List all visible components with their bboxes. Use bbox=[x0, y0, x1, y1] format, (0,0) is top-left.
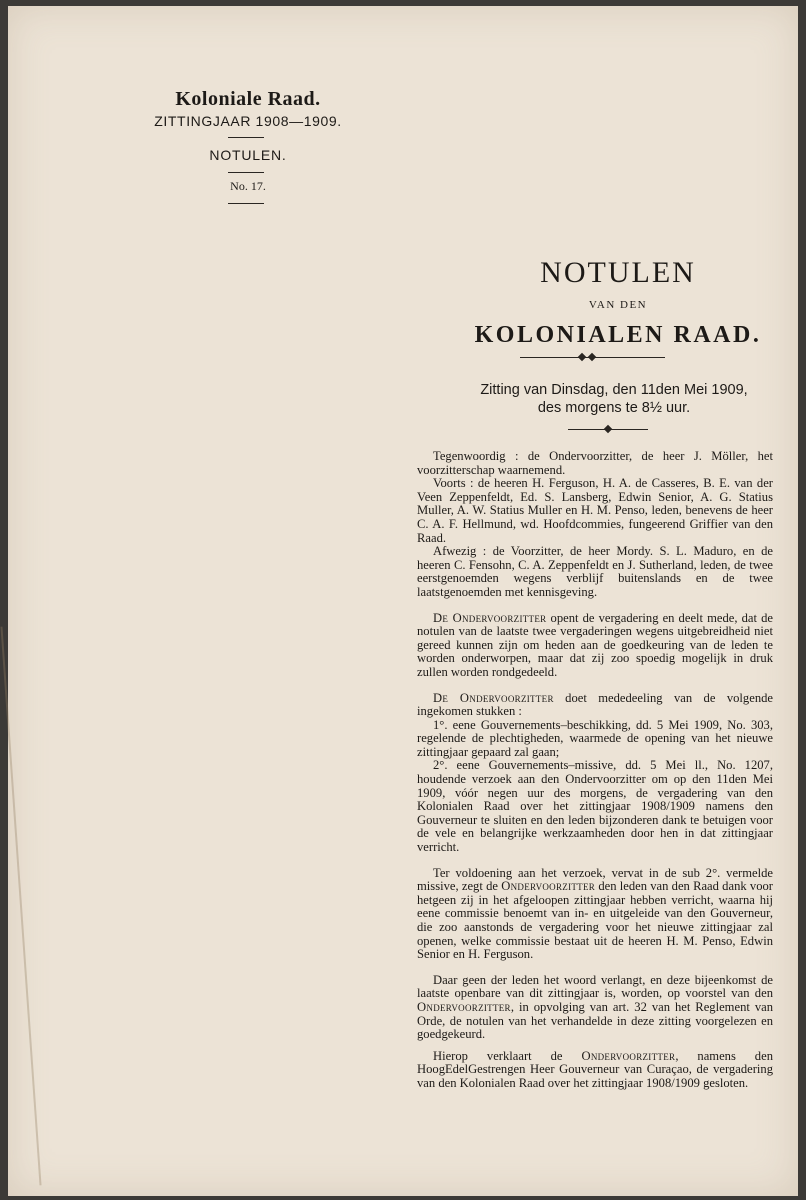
paragraph-approval: Daar geen der leden het woord verlangt, en deze bijeenkomst de laatste openbare van dit zittingjaar is, worden, op voorstel van den Ondervoorzitter, in opvolging van art. 32 van het Reglement van Orde, de notulen van het verhandelde in deze zitting voorgelezen en goedgekeurd. bbox=[417, 972, 773, 1042]
paragraph-commission: Ter voldoening aan het verzoek, vervat in de sub 2°. vermelde missive, zegt de Ondervoorzitter den leden van den Raad dank voor hetgeen zij in het afgeloopen zittingjaar hebben verricht, waarna hij eene commissie benoemt van in- en uitgeleide van den Gouverneur, die zoo aanstonds de vergadering voor het nieuwe zittingjaar zal openen, welke commissie bestaat uit de heeren H. M. Penso, Edwin Senior en H. Ferguson. bbox=[417, 865, 773, 962]
paper-crease bbox=[0, 627, 41, 1186]
header-left bbox=[123, 88, 373, 129]
paragraph-opening: De Ondervoorzitter opent de vergadering en deelt mede, dat de notulen van de laatste twee vergaderingen wegens uitgebreidheid niet gereed kunnen zijn om heden aan de goedkeuring van de leden te worden onderworpen, maar dat zij zoo spoedig mogelijk in druk zullen worden rondgedeeld. bbox=[417, 610, 773, 679]
issue-number: No. 17. bbox=[230, 179, 266, 193]
paragraph-closing: Hierop verklaart de Ondervoorzitter, namens den HoogEdelGestrengen Heer Gouverneur van Curaçao, de vergadering van den Kolonialen Raad over het zittingjaar 1908/1909 gesloten. bbox=[417, 1048, 773, 1090]
paragraph-present: Tegenwoordig : de Ondervoorzitter, de heer J. Möller, het voorzitterschap waarnemend. bbox=[417, 449, 773, 477]
session-year: ZITTINGJAAR 1908—1909. bbox=[154, 113, 342, 129]
paragraph-item-1: 1°. eene Gouvernements–beschikking, dd. 5 Mei 1909, No. 303, regelende de plechtigheden, waarmede de opening van het nieuwe zittingjaar gepaard zal gaan; bbox=[417, 717, 773, 759]
paragraph-announcement: De Ondervoorzitter doet mededeeling van de volgende ingekomen stukken : bbox=[417, 690, 774, 719]
title-kolonialen-raad: KOLONIALEN RAAD. bbox=[474, 322, 762, 348]
rule-2 bbox=[228, 172, 264, 173]
paragraph-also-present: Voorts : de heeren H. Ferguson, H. A. de Casseres, B. E. van der Veen Zeppenfeldt, Ed. S. Lansberg, Edwin Senior, A. G. Statius Muller, A. W. Statius Muller en H. M. Penso, leden, benevens de heer C. A. F. Hellmund, wd. Hoofdcommies, fungeerend Griffier van den Raad. bbox=[417, 476, 773, 545]
rule-3 bbox=[228, 203, 264, 204]
rule-1 bbox=[228, 137, 264, 138]
paragraph-absent: Afwezig : de Voorzitter, de heer Mordy. S. L. Maduro, en de heeren C. Fensohn, C. A. Zeppenfeldt en J. Sutherland, leden, de twee eerstgenoemden wegens verblijf buitenslands en de twee laatstgenoemden met kennisgeving. bbox=[417, 544, 773, 599]
title-van-den: VAN DEN bbox=[588, 299, 648, 311]
title-notulen: NOTULEN bbox=[540, 256, 696, 289]
meeting-line-1: Zitting van Dinsdag, den 11den Mei 1909, bbox=[480, 382, 748, 398]
section-label: NOTULEN. bbox=[209, 147, 287, 163]
ornament-diamond bbox=[588, 353, 596, 361]
ornament-diamond bbox=[604, 425, 612, 433]
document-page bbox=[8, 6, 798, 1196]
ornament-diamond bbox=[578, 353, 586, 361]
meeting-line-2: des morgens te 8½ uur. bbox=[537, 400, 691, 416]
paragraph-item-2: 2°. eene Gouvernements–missive, dd. 5 Mei ll., No. 1207, houdende verzoek aan den Ondervoorzitter om op den 11den Mei 1909, vóór negen uur des morgens, de vergadering van den Kolonialen Raad over het zittingjaar 1908/1909 namens den Gouverneur te sluiten en den leden bijzonderen dank te betuigen voor de vele en belangrijke werkzaamheden door hen in dat zittingjaar verricht. bbox=[417, 758, 773, 855]
minutes-body bbox=[417, 450, 773, 1091]
council-name: Koloniale Raad. bbox=[175, 88, 321, 110]
